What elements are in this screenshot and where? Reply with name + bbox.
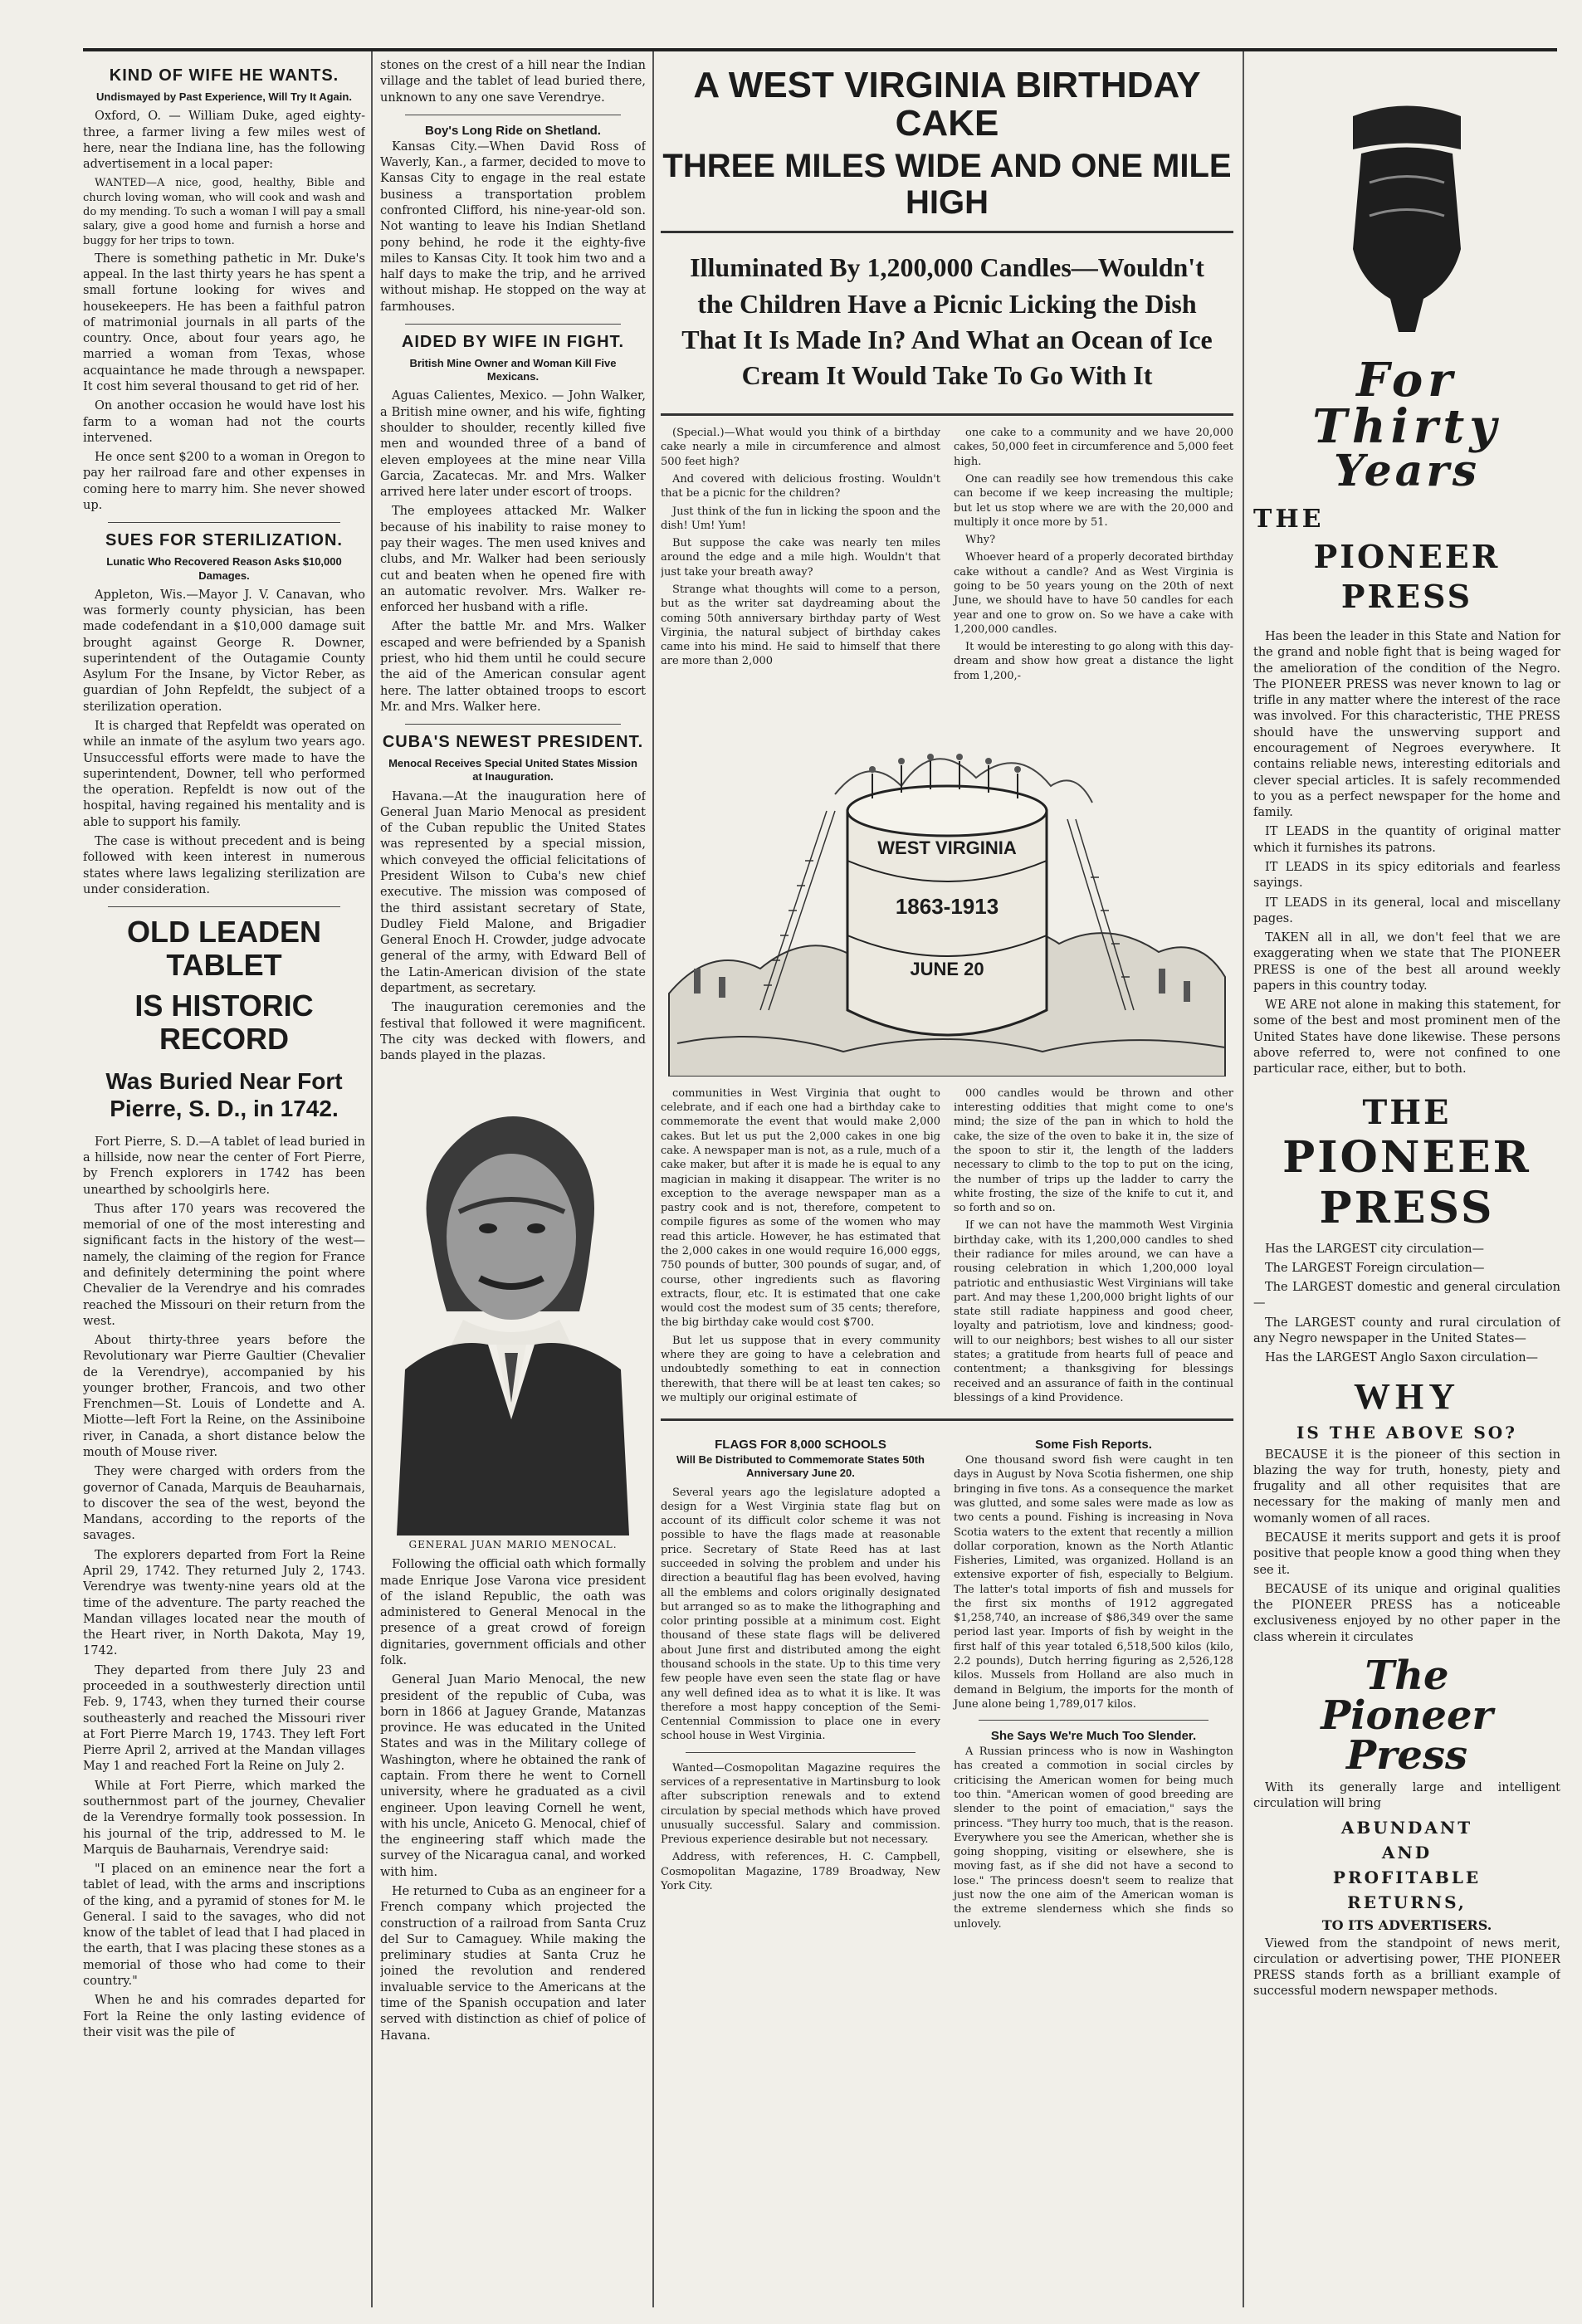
for-thirty-heading: For Thirty: [1312, 353, 1501, 454]
ad-paragraph: BECAUSE it is the pioneer of this section in blazing the way for truth, honesty, piety and frugality and all other requisites that are necessary for the making of manly men and womanly women of all races.: [1253, 1448, 1560, 1526]
slender-headline: She Says We're Much Too Slender.: [990, 1729, 1197, 1744]
cake-article-bottom-right: [954, 1086, 1233, 1409]
banner-deck: Illuminated By 1,200,000 Candles—Wouldn't the Children Have a Picnic Licking the Dish That It Is Made In? And What an Ocean of Ice Cream It Would Take To Go With It: [681, 252, 1213, 390]
cake-article-right: [954, 426, 1233, 686]
column-divider: [1243, 51, 1244, 2307]
article-paragraph: Several years ago the legislature adopted a design for a West Virginia state flag but on account of its difficult color scheme it was not possible to have the flags made at reasonable price. Secretary of State Reed has at last succeeded in solving the problem and under his direction a beautiful flag has been evolved, having all the emblems and colors originally designated but arranged so as to make the lithographing and color printing possible at a minimum cost. Eight thousand of these state flags will be delivered about June first and distributed among the eight thousand schools in the state. Up to this time very few people have even seen the state flag or have any well defined idea as to what it is like. It was therefore a most happy conception of the Semi-Centennial Commission to place one in every school house in West Virginia.: [661, 1486, 940, 1743]
abundant-label: ABUNDANT: [1340, 1817, 1473, 1838]
ad-paragraph: IT LEADS in its spicy editorials and fearless sayings.: [1253, 860, 1560, 891]
article-paragraph: On another occasion he would have lost his farm to a woman had not the courts intervened.: [83, 399, 365, 445]
script-press: Press: [1346, 1731, 1467, 1779]
flags-subhead: Will Be Distributed to Commemorate States 50th Anniversary June 20.: [676, 1453, 925, 1480]
sterilization-headline: SUES FOR STERILIZATION.: [105, 531, 343, 550]
logo-line-2: PIONEER: [1282, 1131, 1531, 1183]
tablet-headline-line-1: OLD LEADEN TABLET: [127, 915, 321, 982]
cake-article-top: [661, 426, 1233, 686]
the-label: THE: [1253, 505, 1325, 534]
cake-article-bottom: [661, 1086, 1233, 1409]
article-paragraph: Kansas City.—When David Ross of Waverly, Kan., a farmer, decided to move to Kansas City to engage in the real estate business a transportation problem confronted Clifford, his nine-year-old son. Not wanting to leave his Indian Shetland pony behind, he rode it the eighty-five miles to Kansas City. It took him two and a half days to make the trip, and he arrived without mishap. He stopped on the way at farmhouses.: [380, 139, 646, 314]
banner-rule: [661, 231, 1233, 233]
article-paragraph: There is something pathetic in Mr. Duke's appeal. In the last thirty years he has spent a small fortune looking for wives and housekeepers. He has been a faithful patron of matrimonial journals in all parts of the country. Once, about four years ago, he married a woman from Texas, whose acquaintance he made through a newspaper. It cost him several thousand to get rid of her.: [83, 251, 365, 394]
article-paragraph: Oxford, O. — William Duke, aged eighty-three, a farmer living a few miles west of here, near the Indiana line, has the following advertisement in a local paper:: [83, 110, 365, 172]
article-paragraph: The explorers departed from Fort la Reine April 29, 1742. They returned July 2, 1743. Verendrye was twenty-nine years old at the time of the adventure. The party reached the Mandan villages located near the mouth of the Heart river, in North Dakota, May 19, 1742.: [83, 1548, 365, 1658]
ad-paragraph: Has the LARGEST city circulation—: [1265, 1242, 1484, 1256]
column-1: [83, 58, 365, 2307]
ad-paragraph: Has the LARGEST Anglo Saxon circulation—: [1265, 1351, 1539, 1365]
lower-right: [954, 1431, 1233, 1935]
profitable-label: PROFITABLE: [1332, 1867, 1482, 1887]
article-paragraph: But suppose the cake was nearly ten miles around the edge and a mile high. Wouldn't that just take your breath away?: [661, 537, 940, 579]
portrait-caption: GENERAL JUAN MARIO MENOCAL.: [408, 1539, 618, 1551]
article-paragraph: And covered with delicious frosting. Wouldn't that be a picnic for the children?: [661, 472, 940, 500]
article-paragraph: But let us suppose that in every community where they are going to have a celebration and undoubtedly something to eat in connection therewith, that there will be at least ten cakes; so we multiply our original estimate of: [661, 1334, 940, 1404]
lower-articles: [661, 1431, 1233, 1935]
ad-paragraph: BECAUSE it merits support and gets it is proof positive that people know a good thing when they see it.: [1253, 1531, 1560, 1577]
article-paragraph: They were charged with orders from the governor of Canada, Marquis de Beauharnais, to discover the sea of the west, beyond the Mandans, according to the reports of the savages.: [83, 1465, 365, 1543]
cake-date-label: JUNE 20: [910, 958, 984, 979]
sterilization-subhead: Lunatic Who Recovered Reason Asks $10,000 Damages.: [106, 555, 342, 582]
ad-paragraph: IT LEADS in the quantity of original matter which it furnishes its patrons.: [1253, 825, 1560, 855]
ad-paragraph: BECAUSE of its unique and original qualities the PIONEER PRESS has a noticeable exclusiveness enjoyed by no other paper in the class wherein it circulates: [1253, 1582, 1560, 1644]
ad-paragraph: Has been the leader in this State and Nation for the grand and noble fight that is being waged for the amelioration of the condition of the Negro. The PIONEER PRESS was never known to lag or trifle in any matter where the interest of the race was involved. For this characteristic, THE PRESS should have the unswerving support and encouragement of Negroes everywhere. It contains reliable news, interesting editorials and clever special articles. It is safely recommended to you as a perfect newspaper for the home and family.: [1253, 630, 1560, 820]
article-separator: [979, 1720, 1208, 1721]
article-paragraph: If we can not have the mammoth West Virginia birthday cake, with its 1,200,000 candles to shed their radiance for miles around, we can have a rousing celebration in which 1,200,000 loyal patriotic and enthusiastic West Virginians will take part. And may these 1,200,000 bright lights of our state still radiate happiness and good cheer, loyalty and patriotism, love and kindness; good-will to our neighbors; best wishes to all our sister states; a gratitude from hearts full of peace and contentment; a thanksgiving for blessings received and an assurance of faith in the continual blessings of a kind Providence.: [954, 1219, 1233, 1404]
cake-article-left: [661, 426, 940, 686]
logo-line-1: THE: [1362, 1092, 1452, 1132]
script-the: The: [1365, 1652, 1449, 1699]
fish-headline: Some Fish Reports.: [1035, 1438, 1152, 1452]
kind-of-wife-body: [83, 109, 365, 514]
article-paragraph: Aguas Calientes, Mexico. — John Walker, a British mine owner, and his wife, fighting shoulder to shoulder, recently killed five men and wounded three of a band of eleven employees at the mine near Villa Garcia, Zacatecas. Mr. and Mrs. Walker arrived here later under escort of troops.: [380, 389, 646, 500]
article-paragraph: It is charged that Repfeldt was operated on while an inmate of the asylum two years ago. Unsuccessful efforts were made to have the superintendent, Downer, tell who performed the operation. Repfeldt is now out of the hospital, having regained his mentality and is able to support his family.: [83, 720, 365, 829]
article-paragraph: Address, with references, H. C. Campbell, Cosmopolitan Magazine, 1789 Broadway, New York City.: [661, 1851, 940, 1892]
returns-label: RETURNS,: [1347, 1892, 1467, 1912]
article-paragraph: It would be interesting to go along with this day-dream and show how great a distance the light from 1,200,-: [954, 641, 1233, 682]
article-paragraph: After the battle Mr. and Mrs. Walker escaped and were befriended by a Spanish priest, who hid them until he could secure the aid of the American consular agent here. The latter obtained troops to escort Mr. and Mrs. Walker here.: [380, 620, 646, 714]
article-paragraph: Thus after 170 years was recovered the memorial of one of the most interesting and significant facts in the history of the west—namely, the claiming of the region for France and definitely determining the point where Chevalier de la Verendrye and his comrades reached the Missouri on their return from the west.: [83, 1202, 365, 1328]
tablet-headline-line-2: IS HISTORIC RECORD: [134, 989, 314, 1056]
article-separator: [405, 324, 621, 325]
article-paragraph: "I placed on an eminence near the fort a tablet of lead, with the arms and inscriptions of the king, and a pyramid of stones for M. le General. I said to the savages, who did not know of the tablet of lead that I had placed in the earth, that I was placing these stones as a memorial of those who had come to their country.": [83, 1863, 365, 1989]
cake-years-label: 1863-1913: [895, 893, 999, 919]
sterilization-body: [83, 588, 365, 898]
article-paragraph: communities in West Virginia that ought to celebrate, and if each one had a birthday cake to commemorate the event that would make 2,000 cakes. But let us put the 2,000 cakes in one big cake. A newspaper man is not, as a rule, much of a cake maker, but after it is made he is equal to any magician in making it disappear. The writer is no exception to the average newspaper man as a pastry cook and is not, therefore, competent to compile figures as some of the women who may read this article. However, he has estimated that the 2,000 cakes in one would require 16,000 eggs, 750 pounds of butter, 300 pounds of sugar, and, of course, other ingredients such as flavoring extracts, flour, etc. It is estimated that one cake would cost the modest sum of 35 cents; therefore, the big birthday cake would cost $700.: [661, 1086, 940, 1330]
article-separator: [108, 522, 340, 523]
article-paragraph: While at Fort Pierre, which marked the southernmost part of the journey, Chevalier de la Verendrye formally took possession. In his journal of the trip, addressed to M. le Marquis de Bauharnais, Verendrye said:: [83, 1779, 365, 1857]
article-paragraph: He returned to Cuba as an engineer for a French company which projected the construction of a railroad from Santa Cruz del Sur to Camaguey. While making the preliminary studies at Santa Cruz he joined the revolution and rendered invaluable service to the Americans at the time of the Spanish occupation and later served with distinction as chief of police of Havana.: [380, 1884, 646, 2043]
ad-paragraph: TAKEN all in all, we don't feel that we are exaggerating when we state that The PIONEER PRESS is one of the best all around weekly papers in this country today.: [1253, 931, 1560, 993]
deck-rule: [661, 413, 1233, 416]
pioneer-press-script-logo: [1253, 1652, 1560, 1779]
article-paragraph: A Russian princess who is now in Washington has created a commotion in social circles by criticising the American women for being much too thin. "American women of good breeding are slender to the point of emaciation," says the princess. "They hurry too much, that is the reason. Everywhere you see the American, whether she is going shopping, visiting or elsewhere, she is moving fast, as if she did not have a second to lose." The princess doesn't seem to realize that just now the one aim of the American woman is the extreme slenderness which she finds so unlovely.: [954, 1745, 1233, 1931]
article-paragraph: General Juan Mario Menocal, the new president of the republic of Cuba, was born in 1866 at Jaguey Grande, Matanzas province. He was educated in the United States and was in the Military college of Washington, where he obtained the rank of captain. From there he went to Cornell university, where he graduated as a civil engineer. Upon leaving Cornell he went, with his uncle, Aniceto G. Menocal, chief of the engineering staff which made the survey of the Nicaragua canal, and worked with him.: [380, 1673, 646, 1879]
tablet-body: [83, 1135, 365, 2041]
article-paragraph: Whoever heard of a properly decorated birthday cake without a candle? And as West Virginia is going to be 50 years young on the 20th of next June, we should have to have 50 candles for each year and one to grow on. So we have a cake with 1,200,000 candles.: [954, 551, 1233, 636]
ad-paragraph: Viewed from the standpoint of news merit, circulation or advertising power, THE PIONEER PRESS stands forth as a brilliant example of successful modern newspaper methods.: [1253, 1936, 1560, 1999]
article-paragraph: Why?: [965, 534, 996, 547]
top-rule: [83, 48, 1557, 51]
logo-line-3: PRESS: [1319, 1182, 1495, 1233]
article-paragraph: Strange what thoughts will come to a person, but as the writer sat daydreaming about the coming 50th anniversary birthday party of West Virginia, the natural subject of birthday cakes came into his mind. He said to himself that there are more than 2,000: [661, 583, 940, 668]
article-paragraph: One can readily see how tremendous this cake can become if we keep increasing the multiple; but let us stop where we are with the 20,000 and multiply it once more by 51.: [954, 472, 1233, 529]
is-the-above-so: IS THE ABOVE SO?: [1296, 1422, 1517, 1443]
article-paragraph: The employees attacked Mr. Walker because of his inability to raise money to pay their wages. The men used knives and clubs, and Mr. Walker had been seriously cut and beaten when he opened fire with an automatic revolver. Mrs. Walker re-enforced her husband with a rifle.: [380, 505, 646, 615]
tablet-subhead: Was Buried Near Fort Pierre, S. D., in 1742.: [105, 1067, 343, 1122]
article-paragraph: Wanted—Cosmopolitan Magazine requires the services of a representative in Martinsburg to look after subscription renewals and to extend circulation by special methods which have proved unusually successful. Salary and commission. Previous experience desirable but not necessary.: [661, 1761, 940, 1847]
cake-article-bottom-left: [661, 1086, 940, 1409]
portrait-engraving: [380, 1071, 646, 1536]
cake-drawing: [661, 695, 1233, 1077]
and-label: AND: [1381, 1842, 1433, 1863]
article-paragraph: (Special.)—What would you think of a birthday cake nearly a mile in circumference and almost 500 feet high?: [661, 427, 940, 468]
to-advertisers-label: TO ITS ADVERTISERS.: [1321, 1916, 1492, 1933]
article-paragraph: Appleton, Wis.—Mayor J. V. Canavan, who was formerly county physician, has been made codefendant in a $10,000 damage suit brought against George R. Downer, superintendent of the Outagamie County Asylum For the Insane, by Victor Reber, as guardian of John Repfeldt, the subject of a sterilization operation.: [83, 588, 365, 714]
aided-by-wife-headline: AIDED BY WIFE IN FIGHT.: [401, 332, 625, 351]
article-paragraph: Following the official oath which formally made Enrique Jose Varona vice president of the island Republic, the oath was administered to General Menocal in the presence of a great crowd of foreign dignitaries, government officials and other folk.: [380, 1558, 646, 1668]
article-paragraph: When he and his comrades departed for Fort la Reine the only lasting evidence of their visit was the pile of: [83, 1994, 365, 2039]
article-paragraph: 000 candles would be thrown and other interesting oddities that might come to one's mind; the size of the pan in which to hold the cake, the size of the oven to bake it in, the size of the spoon to stir it, the length of the ladders necessary to climb to the top to put on the icing, the number of trips up the ladder to carry the white frosting, the size of the knife to cut it, and so forth and so on.: [954, 1086, 1233, 1215]
article-paragraph: The case is without precedent and is being followed with keen interest in numerous states where laws legalizing sterilization are under consideration.: [83, 835, 365, 896]
birthday-cake-illustration: [661, 695, 1233, 1077]
column-4: [1253, 58, 1560, 2307]
script-pioneer: Pioneer: [1321, 1692, 1493, 1739]
banner-headline-line-2: THREE MILES WIDE AND ONE MILE HIGH: [662, 148, 1232, 222]
pioneer-press-logo: [1253, 1093, 1560, 1233]
ad-paragraph: IT LEADS in its general, local and miscellany pages.: [1253, 896, 1560, 925]
kind-of-wife-subhead: Undismayed by Past Experience, Will Try It Again.: [96, 90, 352, 103]
ad-paragraph: The LARGEST domestic and general circulation—: [1253, 1281, 1560, 1311]
banner-headline-line-1: A WEST VIRGINIA BIRTHDAY CAKE: [693, 65, 1201, 144]
article-paragraph: Just think of the fun in licking the spoon and the dish! Um! Yum!: [661, 505, 940, 532]
pioneer-press-title: PIONEER PRESS: [1313, 538, 1501, 615]
article-paragraph: He once sent $200 to a woman in Oregon to pay her railroad fare and other expenses in coming here to marry him. She never showed up.: [83, 451, 365, 512]
hand-icon: [1253, 91, 1560, 340]
article-separator: [108, 906, 340, 907]
column-divider: [652, 51, 654, 2307]
article-paragraph: One thousand sword fish were caught in ten days in August by Nova Scotia fishermen, one ship bringing in five tons. As a consequence the market was glutted, and some sales were made as low as two cents a pound. Fishing is increasing in Nova Scotia waters to the extent that recently a million dollar corporation, known as the North Atlantic Fisheries, Limited, was organized. Holland is an extensive exporter of fish, especially to Belgium. The latter's total imports of fish and mussels for the first six months of 1912 aggregated $1,258,740, an increase of $86,349 over the same period last year. Imports of fish by weight in the first half of this year totaled 6,518,500 kilos (kilo, 2.2 pounds), Dutch herring figuring as 2,526,128 kilos. Mussels from Holland are also much in demand in Belgium, the imports for the month of June alone being 1,789,017 kilos.: [954, 1454, 1233, 1711]
aided-by-wife-subhead: British Mine Owner and Woman Kill Five Mexicans.: [409, 356, 617, 383]
lower-left: [661, 1431, 940, 1935]
ad-paragraph: With its generally large and intelligent circulation will bring: [1253, 1780, 1560, 1811]
column-divider: [371, 51, 373, 2307]
article-paragraph: They departed from there July 23 and proceeded in a southwesterly direction until Feb. 9, 1743, when they turned their course southeasterly and reached the Missouri river at Fort Pierre March 19, 1743. They left Fort Pierre April 2, arrived at the Mandan villages May 1 and reached Fort la Reine on July 2.: [83, 1663, 365, 1774]
flags-headline: FLAGS FOR 8,000 SCHOOLS: [715, 1438, 886, 1452]
article-paragraph: The inauguration ceremonies and the festival that followed it were magnificent. The city was decked with flowers, and bands played in the plazas.: [380, 1001, 646, 1063]
menocal-portrait: [380, 1071, 646, 1536]
article-paragraph: Havana.—At the inauguration here of General Juan Mario Menocal as president of the Cuban republic the United States was represented by a special mission, which conveyed the official felicitations of President Wilson to Cuba's new chief executive. The mission was composed of the third assistant secretary of State, Dudley Field Malone, and Brigadier General Enoch H. Crowder, judge advocate general of the army, with Edward Bell of the Latin-American division of the state department, as secretary.: [380, 789, 646, 995]
article-paragraph: About thirty-three years before the Revolutionary war Pierre Gaultier (Chevalier de la Verendrye), accompanied by his younger brother, Francois, and two other Frenchmen—St. Louis of Londette and A. Miotte—left Fort la Reine, on the Assiniboine river, in Canada, a short distance below the mouth of Mouse river.: [83, 1334, 365, 1460]
cake-band-label: WEST VIRGINIA: [877, 837, 1017, 858]
cuba-headline: CUBA'S NEWEST PRESIDENT.: [382, 733, 644, 752]
ad-paragraph: The LARGEST Foreign circulation—: [1265, 1261, 1485, 1275]
why-heading: WHY: [1354, 1375, 1460, 1417]
column-2: [380, 58, 646, 2307]
article-paragraph: WANTED—A nice, good, healthy, Bible and church loving woman, who will cook and wash and do my mending. To such a woman I will pay a small salary, give a good home and furnish a horse and buggy for her trips to town.: [83, 177, 365, 247]
article-separator: [686, 1752, 916, 1753]
ad-paragraph: WE ARE not alone in making this statement, for some of the best and most prominent men of the United States have done likewise. These persons above referred to, were not confined to one particular race, either, but to both.: [1253, 998, 1560, 1077]
pointing-hand-illustration: [1253, 91, 1560, 340]
article-separator: [405, 724, 621, 725]
column-3: [661, 58, 1233, 2307]
article-paragraph: one cake to a community and we have 20,000 cakes, 50,000 feet in circumference and 5,000 feet high.: [954, 427, 1233, 468]
section-rule: [661, 1418, 1233, 1421]
cuba-subhead: Menocal Receives Special United States Mission at Inauguration.: [388, 757, 637, 784]
kind-of-wife-headline: KIND OF WIFE HE WANTS.: [109, 66, 339, 85]
shetland-headline: Boy's Long Ride on Shetland.: [425, 123, 601, 138]
article-paragraph: stones on the crest of a hill near the Indian village and the tablet of lead buried there, unknown to any one save Verendrye.: [380, 59, 646, 105]
years-heading: Years: [1333, 446, 1481, 496]
ad-paragraph: The LARGEST county and rural circulation of any Negro newspaper in the United States—: [1253, 1316, 1560, 1345]
article-paragraph: Fort Pierre, S. D.—A tablet of lead buried in a hillside, now near the center of Fort Pierre, by French explorers in 1742 has been unearthed by schoolgirls here.: [83, 1135, 365, 1197]
